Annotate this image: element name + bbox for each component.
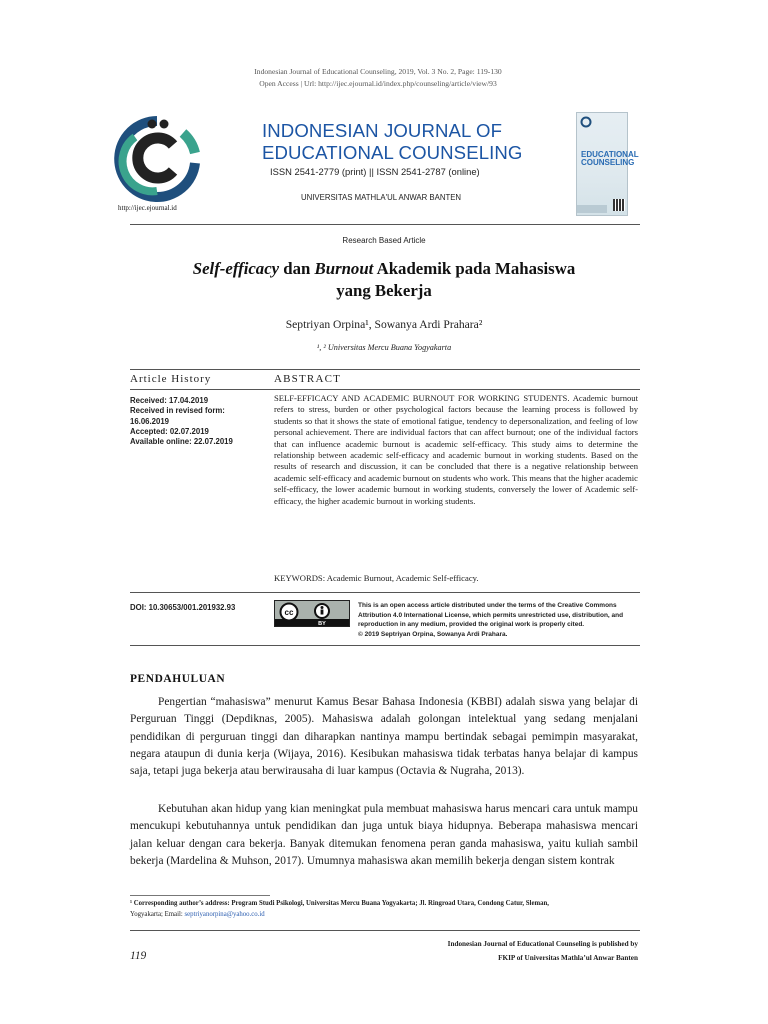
qr-code-icon xyxy=(613,199,625,211)
journal-logo-icon xyxy=(111,113,203,201)
section-heading: PENDAHULUAN xyxy=(130,673,226,685)
running-header-citation: Indonesian Journal of Educational Counseling, 2019, Vol. 3 No. 2, Page: 119-130 xyxy=(254,67,502,76)
license-line3: reproduction in any medium, provided the original work is properly cited. xyxy=(358,621,585,629)
title-line2: yang Bekerja xyxy=(336,281,432,300)
title-text: dan xyxy=(279,259,315,278)
title-text: Akademik pada Mahasiswa xyxy=(373,259,576,278)
cc-by-license-icon[interactable] xyxy=(274,600,350,627)
body-paragraph-2: Kebutuhan akan hidup yang kian meningkat pula membuat mahasiswa harus mencari cara untuk mampu mencukupi kebutuhannya untuk pendidikan dan juga untuk biaya hidupnya. Beberapa mahasiswa mencari jalan keluar dengan cara bekerja. Banyak ditemukan fenomena peran ganda mahasiswa, yaitu kuliah sambil bekerja (Mardelina & Muhson, 2017). Umumnya mahasiswa akan memilih bekerja dengan sistem kontrak xyxy=(130,803,638,867)
cc-by-graphic-icon xyxy=(275,601,349,626)
license-statement xyxy=(358,601,640,639)
running-header-url: Open Access | Url: http://ijec.ejournal.id/index.php/counseling/article/view/93 xyxy=(259,79,497,88)
affiliation: ¹, ² Universitas Mercu Buana Yogyakarta xyxy=(316,343,452,352)
footnote-prefix: Yogyakarta; Email: xyxy=(130,911,185,918)
article-history-heading: Article History xyxy=(130,373,212,385)
issn-line: ISSN 2541-2779 (print) || ISSN 2541-2787 (online) xyxy=(270,166,480,177)
footer-line2: FKIP of Universitas Mathla’ul Anwar Banten xyxy=(498,954,638,962)
license-copyright: © 2019 Septriyan Orpina, Sowanya Ardi Prahara. xyxy=(358,630,508,638)
running-header xyxy=(0,66,756,90)
doi: DOI: 10.30653/001.201932.93 xyxy=(130,603,236,612)
history-received: Received: 17.04.2019 xyxy=(130,396,209,405)
svg-text:cc: cc xyxy=(284,608,294,617)
history-accepted: Accepted: 02.07.2019 xyxy=(130,426,209,436)
keywords: KEYWORDS: Academic Burnout, Academic Self-efficacy. xyxy=(274,573,479,583)
title-term-burnout: Burnout xyxy=(314,259,374,278)
journal-title-line2: EDUCATIONAL COUNSELING xyxy=(262,142,523,163)
footer-rule xyxy=(130,930,640,931)
cover-title: EDUCATIONAL COUNSELING xyxy=(581,150,639,167)
history-revised-date: 16.06.2019 xyxy=(130,416,170,426)
abstract-heading: ABSTRACT xyxy=(274,373,342,385)
history-top-rule xyxy=(130,369,640,370)
author-list: Septriyan Orpina¹, Sowanya Ardi Prahara² xyxy=(285,318,483,331)
footnote-rule xyxy=(130,895,270,896)
page-number: 119 xyxy=(130,950,147,962)
title-term-self-efficacy: Self-efficacy xyxy=(192,259,280,278)
history-revised-label: Received in revised form: xyxy=(130,406,225,416)
footnote-email-link[interactable]: septriyanorpina@yahoo.co.id xyxy=(184,911,265,918)
history-available: Available online: 22.07.2019 xyxy=(130,437,233,447)
footnote-address: ¹ Corresponding author’s address: Program Studi Psikologi, Universitas Mercu Buana Yogyakarta; Jl. Ringroad Utara, Condong Catur, Sleman, xyxy=(130,900,550,907)
license-line2: Attribution 4.0 International License, which permits unrestricted use, distribution, and xyxy=(358,611,624,619)
footer-publisher xyxy=(380,937,638,965)
license-line1: This is an open access article distributed under the terms of the Creative Commons xyxy=(358,602,617,609)
journal-title-line1: INDONESIAN JOURNAL OF xyxy=(262,120,503,141)
university-name: UNIVERSITAS MATHLA'UL ANWAR BANTEN xyxy=(301,193,462,202)
footer-line1: Indonesian Journal of Educational Counseling is published by xyxy=(447,940,638,948)
journal-title xyxy=(262,120,562,164)
history-mid-rule xyxy=(130,389,640,390)
footnote xyxy=(130,898,640,920)
article-title xyxy=(0,258,768,302)
journal-url: http://ijec.ejournal.id xyxy=(118,204,177,212)
abstract-text: SELF-EFFICACY AND ACADEMIC BURNOUT FOR WORKING STUDENTS. Academic burnout refers to stress, burden or other psychological factors because the learning process is followed by students so that it shows the state of emotional fatigue, tendency to depersonalization, and feeling of low personal achievement. There are individual factors that can affect burnout; one of the individual factors that can influence academic burnout is academic self-efficacy. This study aims to determine the relationship between academic self-efficacy and academic burnout in working students. Based on the results of research and discussion, it can be concluded that there is a negative relationship between academic self-efficacy and academic burnout on students who work. This means that the higher academic self-efficacy, the lower academic burnout in working students, conversely the lower of Academic self-efficacy, the higher academic burnout in working students. xyxy=(274,393,638,506)
doi-top-rule xyxy=(130,592,640,593)
cover-logo-icon xyxy=(580,116,592,128)
cc-by-label: BY xyxy=(318,621,326,627)
article-type: Research Based Article xyxy=(342,236,426,245)
cover-strip xyxy=(577,205,607,213)
masthead-rule xyxy=(130,224,640,225)
article-history xyxy=(130,396,260,447)
body-paragraph-1: Pengertian “mahasiswa” menurut Kamus Besar Bahasa Indonesia (KBBI) adalah siswa yang belajar di Perguruan Tinggi (Depdiknas, 2005). Mahasiswa adalah golongan intelektual yang sedang menjalani pendidikan di perguruan tinggi dan diharapkan nantinya mampu bertindak sebagai pemimpin masyarakat, negara ataupun di dunia kerja (Wijaya, 2016). Kesibukan mahasiswa tidak terbatas hanya belajar di kampus saja, tetapi juga bekerja atau berwirausaha di luar kampus (Octavia & Nugraha, 2013). xyxy=(130,696,638,778)
journal-cover-thumbnail xyxy=(576,112,639,216)
license-bottom-rule xyxy=(130,645,640,646)
